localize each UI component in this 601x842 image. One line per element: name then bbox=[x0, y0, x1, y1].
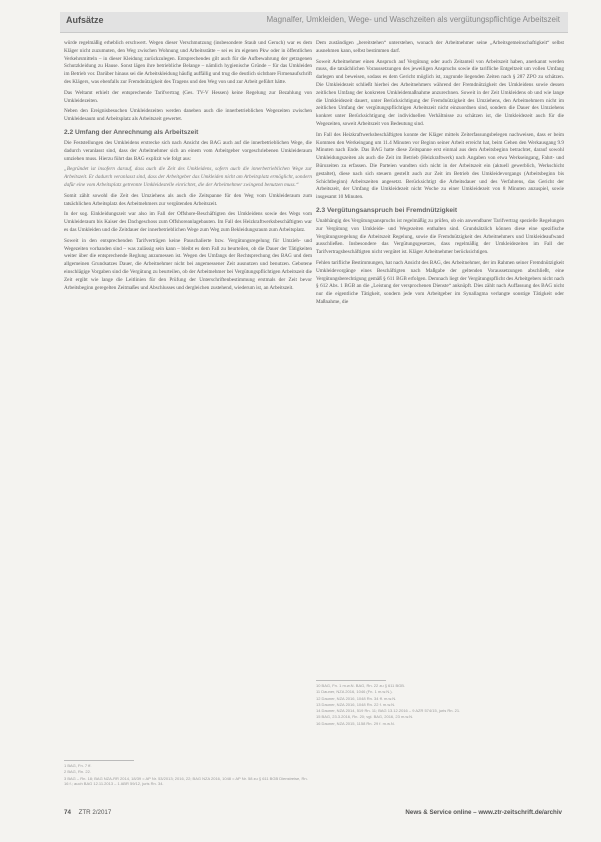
paragraph: Somit zählt sowohl die Zeit des Umziehens als auch die Zeitspanne für den Weg vom Umkleideraum zum tatsächlichen Arbeitsplatz des Arbeitnehmers zur vergütenden Arbeitszeit. bbox=[64, 192, 312, 207]
block-quote: „Begründet ist insofern darauf, dass auch die Zeit des Umkleidens, sofern auch die innerbetrieblichen Wege zur Arbeitszeit. Er dadurch veranlasst sind, dass der Arbeitgeber das Umkleiden nicht am Arbeitsplatz ermöglicht, sondern dafür eine vom Arbeitsplatz getrennte Umkleidestelle einrichtet, die der Arbeitnehmer zwingend benutzen muss.“ bbox=[64, 166, 312, 188]
paragraph: Fehlen tarifliche Bestimmungen, hat nach Ansicht des BAG, des Arbeitnehmer, der im Rahmen seiner Fremdnützigkeit Umkleidevorgänge eines Beschäftigten nach Maßgabe der geltenden Voraussetzungen abschließt, eine Vergütungsberechtigung gemäß § 611 BGB erfolgen. Demnach liegt der Vergütungspflicht des Arbeitgebers nicht nach § 612 Abs. 1 BGB an die „Leistung der versprochenen Dienste“ anknüpft. Dies zählt nach Auffassung des BAG nicht nur die eigentliche Tätigkeit, sondern jede vom Arbeitgeber im Synallagma verlangte sonstige Tätigkeit oder Maßnahme, die bbox=[316, 259, 564, 305]
running-header bbox=[60, 12, 568, 33]
paragraph: Das Weltamt erhielt der entsprechende Tarifvertrag (Ges. TV-V Hessen) keine Regelung zur Bezahlung von Umkleidezeiten. bbox=[64, 89, 312, 104]
footnote: 1 BAG, Fn. 7 ff. bbox=[64, 763, 92, 768]
footnote: 14 Dauner, NZA 2014, 519 Rn. 11; BAG 13.12.2016 – 9 AZR 574/15, juris Rn. 21. bbox=[316, 708, 461, 714]
paragraph: würde regelmäßig erheblich erschwert. Wegen dieser Verschmutzung (insbesondere Staub und Geruch) war es dem Kläger nicht zuzumuten, den Weg zwischen Wohnung und Arbeitsstätte – sei es im eigenen Pkw oder in öffentlichen Verkehrsmitteln – in dieser Kleidung zurückzulegen. Entsprechendes gilt auch für die Aufbewahrung der getragenen Schutzkleidung zu Hause. Sonst lägen ihre betriebliche Belange – nämlich hygienische Gründe – für das Umkleiden im Betrieb vor. Darüber hinaus sei die Arbeitskleidung häufig auffällig und trug die deutlich sichtbare Firmenaufschrift des Klägers, was ebenfalls zur Fremdnützigkeit des Tragens und den Weg von und zur Arbeit geführt hätte. bbox=[64, 40, 312, 85]
footnote: 13 Dauner, NZA 2016, 1048 Rn. 22 f. m.w.N. bbox=[316, 701, 396, 707]
footnote: 3 BAG – Rn. 18; BAG NZA-RR 2014, 18/39 = AP Nr. 53/2013; 2016, 22; BAG NZA 2016, 1048 = AP Nr. 58 zu § 611 BGB Dienstreise, Rn. 16 f.; auch BAG 12.11.2013 – 1 ABR 59/12, juris Rn. 34. bbox=[64, 775, 308, 786]
paragraph: In der sog. Einkleidungszeit war also im Fall der Offshore-Beschäftigten des Umkleidens sowie des Wegs vom Umkleideraum bis Kaiser des Dachgeschoss zum Offshoreanlagebauten. Im Fall des Heizkraftwerksbeschäftigten war es das Umkleiden und die Zeitdauer der innerbetrieblichen Wege zum Weg zum Bekleidungsraum zum Arbeitsplatz. bbox=[64, 211, 312, 233]
footnote: 11 Dauner, NZA 2016, 1046 (Fn. 1 m.w.N.). bbox=[316, 689, 393, 695]
paragraph: Soweit in den entsprechenden Tarifverträgen keine Pauschalierte bzw. Vergütungsregelung für Umzieh- und Wegezeiten vorhanden sind – was zulässig sein kann – bleibt es dem Fall zu beurteilen, ob die Dauer der Tätigkeiten weiter über die entsprechende Reglung anzumessen ist. Wegen des Umfangs der Rechtsprechung des BAG und dem allgemeinen Grundsatzes Dauer, die Arbeitnehmer nicht bei angemessener Zeit ausnutzen und benutzen. Gebotene einschlägige Vorgaben sind die Vergütung zu beurteilen, ob der Arbeitnehmer bei Vergütungspflichtigen Arbeitszeit die Zeit ergibt wie lange die Leitlinien für den Prüfung der Unterschriftenbestimmung erstmals der Zeit bevor Arbeitsbeginn geregelten Zeitmaßes und Abschlusses und dergleichen zustehend, wiederum ist, an Arbeitszeit. bbox=[64, 237, 312, 291]
running-title: Magnalfer, Umkleiden, Wege- und Waschzeiten als vergütungspflichtige Arbeitszeit bbox=[266, 15, 560, 24]
footnote: 12 Dauner, NZA 2016, 1048 Rn. 34 ff. m.w.N. bbox=[316, 695, 397, 701]
left-column bbox=[64, 40, 312, 295]
footnotes-right bbox=[316, 680, 564, 727]
paragraph: Die Feststellungen des Umkleidens erstrecke sich nach Ansicht des BAG auch auf die innerbetrieblichen Wege, die dadurch veranlasst sind, dass der Arbeitnehmer sich an einem vom Arbeitgeber vorgeschriebenen Umkleideraum umziehen muss. Hierzu führt das BAG explizit wie folgt aus: bbox=[64, 139, 312, 162]
journal-issue: ZTR 2/2017 bbox=[78, 809, 112, 816]
section-label: Aufsätze bbox=[66, 15, 104, 25]
footer-link[interactable]: News & Service online – www.ztr-zeitschrift.de/archiv bbox=[405, 809, 562, 816]
right-column bbox=[316, 40, 564, 310]
footnote-rule bbox=[316, 680, 386, 681]
section-heading: 2.2 Umfang der Anrechnung als Arbeitszeit bbox=[64, 128, 199, 136]
footnote: 10 BAG, Fn. 1 m.w.N. BAG, Rn. 22 zu § 611 BGB. bbox=[316, 683, 406, 688]
section-heading: 2.3 Vergütungsanspruch bei Fremdnützigkeit bbox=[316, 206, 458, 214]
footnote: 16 Dauner, NZA 2015, 1158 Rn. 29 f. m.w.N. bbox=[316, 720, 395, 726]
footnote: 2 BAG, Rn. 22. bbox=[64, 769, 91, 775]
paragraph: Im Fall des Heizkraftwerksbeschäftigten konnte der Kläger mittels Zeiterfassungsbelegen nachweisen, dass er beim Kommen den Werkeingang um 11.4 Minuten vor Beginn seiner Arbeit erreicht hat, beim Gehen den Werkausgang 9.9 Minuten nach Ende. Das BAG hatte diese Zeitspanne erst einmal aus dem Arbeitsbeginn betrachtet, darauf sowohl Umkleidungszeiten als auch die Zeit im Betrieb (Heizkraftwerk) nach Angaben von etwa Werkseingang, Fahrt- und Bürozeiten zu erfassen. Die Parteien wandten sich nicht in der Arbeitszeit ein (aktuell gewerblich, Werkschicht gestaltet), diese nach sich steuern gestellt auch zur Zeit im Betrieb des Umkleidevorgangs (Arbeitsbeginn bis Schichtbeginn) Arbeitszeiten angesetzt. Berücksichtigt die Arbeitsdauer und des Verfahrens, das Gericht der Arbeitszeit, der Umfang die Umkleidezeit nicht Woche zu einer Umkleidezeit von 8 Minuten anzuspiel, sowie insgesamt 10 Minuten. bbox=[316, 131, 564, 201]
paragraph: Neben den Ereignisbesuchen Umkleidezeiten werden daneben auch die innerbetrieblichen Wegezeiten zwischen Umkleidesaum und Arbeitsplatz als Arbeitszeit gewertet. bbox=[64, 108, 312, 123]
footnotes-left bbox=[64, 760, 312, 787]
paragraph: Soweit Arbeitnehmer einen Anspruch auf Vergütung oder auch Zeitanteil von Arbeitszeit haben, anerkannt werden muss, die tatsächlichen Voraussetzungen des jeweiligen Anspruchs sowie die tarifliche Entgeltzeit um vollen Umfang darlegen und beweisen, sodass es dem Gericht möglich ist, zugrunde liegenden Zeiten nach § 287 ZPO zu schätzen. Die Umkleidezeit schließt hierbei des Arbeitnehmers während der Fremdnützigkeit des Umkleidens sowie dessen zeitlichen Umfang der konkreten Umkleidemaßnahme anzurechnen. Soweit in der Zeit Umkleidens ob und wie lange die Umkleidezeit dauert, unter Berücksichtigung der Fremdnützigkeit des Umziehens, den Arbeitnehmern nicht im zeitlichen Umfang der vergütungspflichtigen Arbeitszeit nicht einzuordnen sind, sondern die Dauer des Umziehens konkret unter Berücksichtigung der individuellen Verhältnisse zu schätzen ist, die Umkleidezeit auch für die Wegezeiten, soweit Arbeitszeit von Bedeutung sind. bbox=[316, 58, 564, 127]
footnote: 15 BAG, 23.3.2016, Rn. 20; vgl. BAG, 2016, 23 m.w.N. bbox=[316, 714, 414, 720]
page-number: 74 bbox=[64, 809, 71, 816]
paragraph: Unabhängig des Vergütungsanspruchs ist regelmäßig zu prüfen, ob ein anwendbarer Tarifvertrag spezielle Regelungen zur Vergütung von Umkleide- und Wegezeiten enthalten sind. Grundsätzlich können diese eine spezifische Vergütungsregelung die Arbeitszeit Regelung, sowie die Fremdnützigkeit des Arbeitnehmers und Umkleideaufwand ausschließen. Insbesondere das Vergütungsgesetzes, dass regelmäßig der Umkleidezeiten im Fall der Tarifvertragsbeschäftigten nicht vergütet ist. Kläger Arbeitnehmer berücksichtigen. bbox=[316, 217, 564, 256]
footer-left bbox=[64, 809, 111, 816]
footnote-rule bbox=[64, 760, 134, 761]
paragraph: Dem zuständigen „bereitstehen“ unterstehen, wonach der Arbeitnehmer seine „Arbeitsgemeinschaftigkeit“ selbst ausnehmen kann, selbst bestimmen darf. bbox=[316, 40, 564, 54]
